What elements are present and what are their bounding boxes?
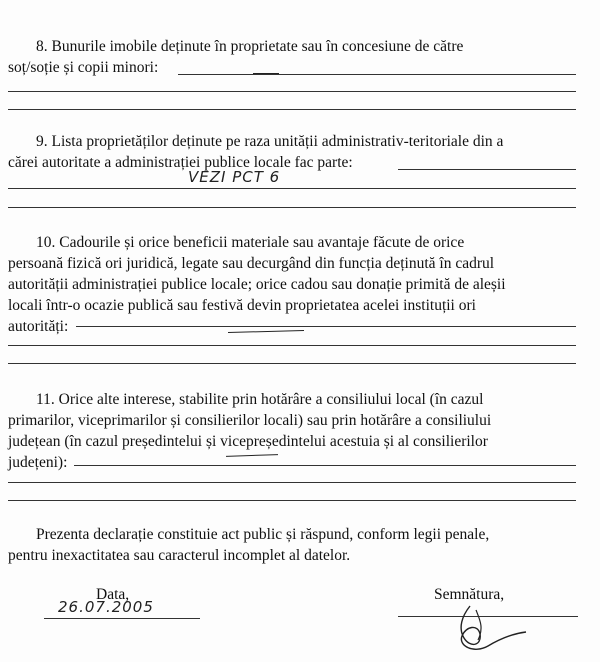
section-8-dash-mark [253, 73, 279, 74]
section-11-blank-line-3 [8, 500, 576, 501]
section-10-line-4: locali într-o ocazie publică sau festivă devin proprietatea acelei instituții ori [8, 297, 476, 314]
section-9-line-1: 9. Lista proprietăților deținute pe raza unității administrativ-teritoriale din a [36, 133, 504, 150]
section-9-line-2: cărei autoritate a administrației publice locale fac parte: [8, 154, 353, 171]
section-10-blank-line-2 [8, 345, 576, 346]
declaration-line-2: pentru inexactitatea sau caracterul incomplet al datelor. [8, 547, 351, 564]
section-9-blank-line-1 [398, 169, 576, 170]
date-label: Data, [96, 586, 130, 603]
section-10-line-2: persoană fizică ori juridică, legate sau decurgând din funcția deținută în cadrul [8, 255, 495, 272]
section-8-blank-line-3 [8, 109, 576, 110]
section-8-line-1: 8. Bunurile imobile deținute în proprietate sau în concesiune de către [36, 38, 464, 55]
section-8-blank-line-2 [8, 91, 576, 92]
section-9-handwritten-note: VEZI PCT 6 [188, 168, 281, 186]
section-11-line-4: județeni): [8, 454, 68, 471]
signature-scribble [440, 598, 530, 658]
section-9-blank-line-3 [8, 207, 576, 208]
date-value: 26.07.2005 [58, 598, 154, 616]
section-10-line-1: 10. Cadourile și orice beneficii materiale sau avantaje făcute de orice [36, 234, 465, 251]
section-10-blank-line-1 [76, 326, 576, 327]
section-9-blank-line-2 [8, 188, 576, 189]
declaration-line-1: Prezenta declarație constituie act public și răspund, conform legii penale, [36, 526, 490, 543]
section-10-line-5: autorități: [8, 318, 69, 335]
section-10-line-3: autorității administrației publice locale; orice cadou sau donație primită de aleșii [8, 276, 506, 293]
section-11-line-3: județean (în cazul președintelui și vicepreședintelui acestuia și al consilierilor [8, 433, 488, 450]
section-8-line-2: soț/soție și copii minori: [8, 59, 159, 76]
signature-label: Semnătura, [434, 586, 505, 603]
section-8-blank-line-1 [178, 74, 576, 75]
section-10-blank-line-3 [8, 363, 576, 364]
section-11-blank-line-2 [8, 482, 576, 483]
date-underline [44, 618, 200, 619]
section-11-line-1: 11. Orice alte interese, stabilite prin hotărâre a consiliului local (în cazul [36, 391, 484, 408]
section-11-blank-line-1 [74, 465, 576, 466]
section-11-line-2: primarilor, viceprimarilor și consilierilor locali) sau prin hotărâre a consiliului [8, 412, 492, 429]
